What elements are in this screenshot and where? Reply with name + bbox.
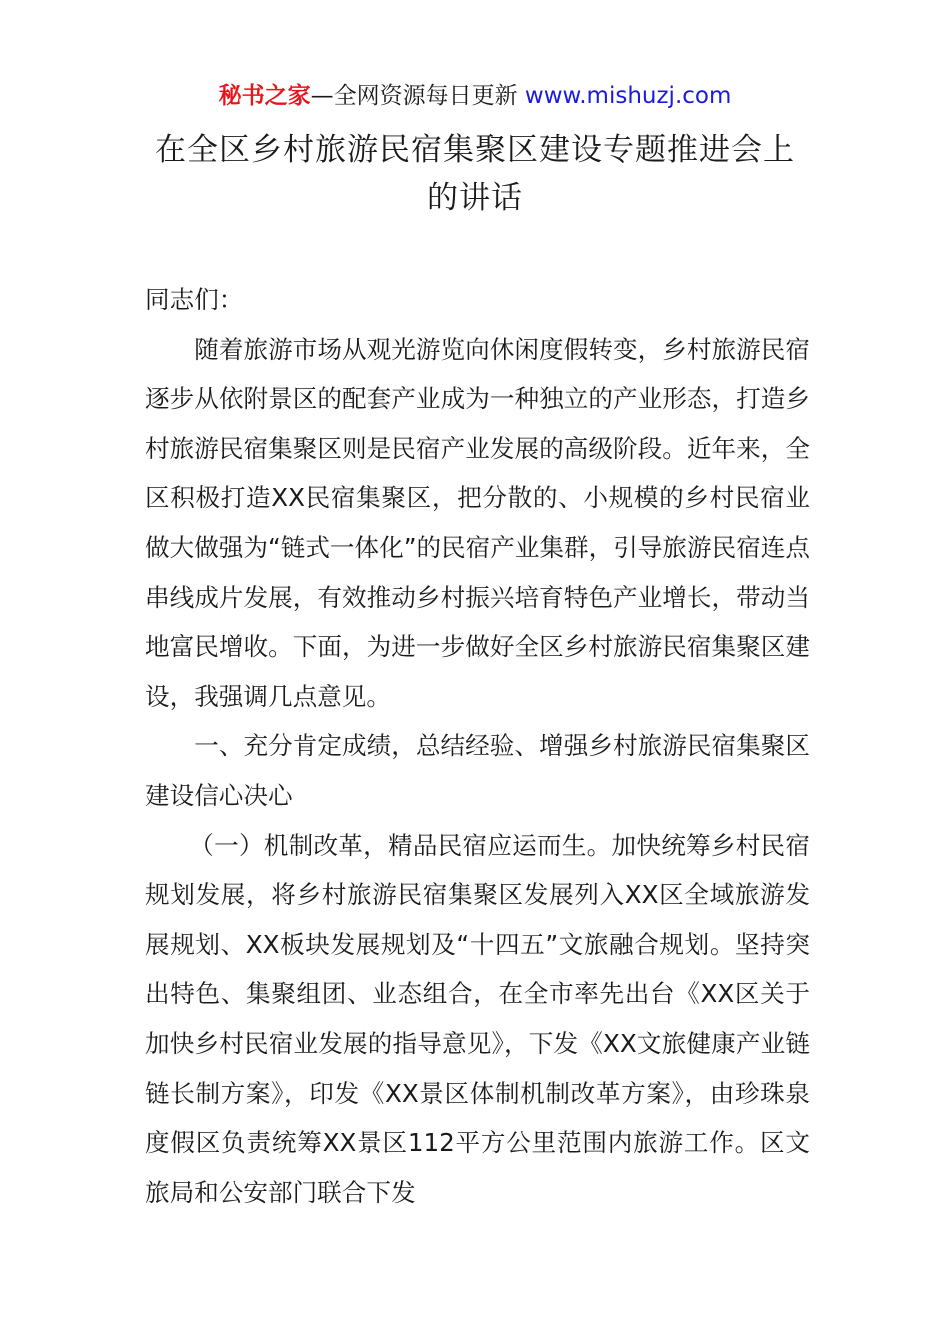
subsection-paragraph-1: （一）机制改革，精品民宿应运而生。加快统筹乡村民宿规划发展，将乡村旅游民宿集聚区发展列入XX区全域旅游发展规划、XX板块发展规划及“十四五”文旅融合规划。坚持突出特色、集聚组团、业态组合，在全市率先出台《XX区关于加快乡村民宿业发展的指导意见》，下发《XX文旅健康产业链链长制方案》，印发《XX景区体制机制改革方案》，由珍珠泉度假区负责统筹XX景区112平方公里范围内旅游工作。区文旅局和公安部门联合下发 (145, 830, 810, 1207)
intro-paragraph: 随着旅游市场从观光游览向休闲度假转变，乡村旅游民宿逐步从依附景区的配套产业成为一种独立的产业形态，打造乡村旅游民宿集聚区则是民宿产业发展的高级阶段。近年来，全区积极打造XX民宿集聚区，把分散的、小规模的乡村民宿业做大做强为“链式一体化”的民宿产业集群，引导旅游民宿连点串线成片发展，有效推动乡村振兴培育特色产业增长，带动当地富民增收。下面，为进一步做好全区乡村旅游民宿集聚区建设，我强调几点意见。 (145, 334, 810, 711)
brand-name: 秘书之家 (218, 83, 311, 109)
banner-tagline: —全网资源每日更新 (310, 83, 525, 109)
title-line-2: 的讲话 (427, 180, 523, 216)
document-body (145, 275, 810, 1217)
site-banner (0, 80, 950, 112)
section-heading-1: 一、充分肯定成绩，总结经验、增强乡村旅游民宿集聚区建设信心决心 (145, 731, 810, 810)
site-url[interactable]: www.mishuzj.com (524, 83, 732, 109)
salutation: 同志们： (145, 285, 244, 314)
document-title (100, 126, 850, 222)
title-line-1: 在全区乡村旅游民宿集聚区建设专题推进会上 (155, 132, 795, 168)
